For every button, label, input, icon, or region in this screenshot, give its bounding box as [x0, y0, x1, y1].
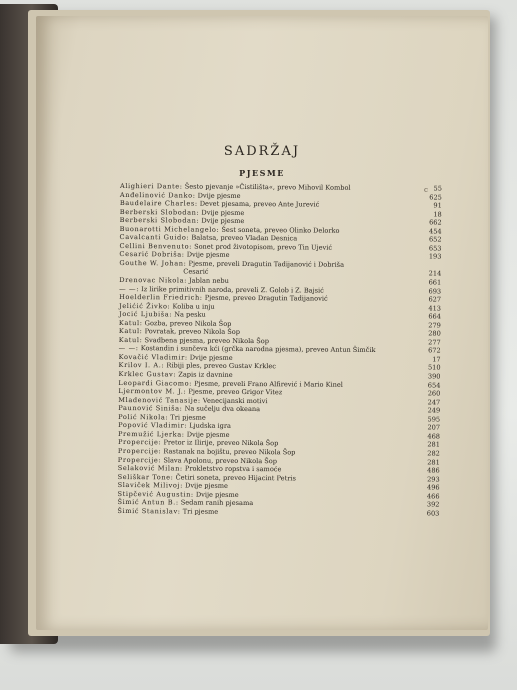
toc-author: Polić Nikola:: [118, 412, 169, 422]
toc-author: Seliškar Tone:: [117, 472, 174, 482]
toc-work: Cesarić: [183, 267, 209, 277]
toc-page-number: 510: [427, 363, 441, 373]
toc-work: Ribiji ples, preveo Gustav Krklec: [166, 361, 276, 371]
toc-work: Devet pjesama, preveo Ante Jurević: [199, 199, 320, 209]
toc-page-number: 662: [429, 218, 442, 227]
toc-author: Paunović Siniša:: [118, 404, 183, 413]
book-page: [36, 16, 488, 630]
toc-page-number: 193: [428, 252, 442, 261]
toc-author: Drenovac Nikola:: [119, 276, 187, 285]
toc-work: Na sučelju dva okeana: [184, 404, 261, 414]
toc-author: Jelićić Živko:: [118, 301, 171, 311]
toc-page-number: 653: [428, 244, 442, 253]
toc-work: Pjesme, preveo Grigor Vitez: [188, 387, 283, 397]
toc-page-number: 454: [428, 227, 442, 236]
toc-author: Krilov I. A.:: [118, 361, 165, 370]
toc-page-number: 260: [427, 389, 441, 398]
toc-page-number: 247: [427, 398, 441, 407]
toc-entry: [117, 507, 439, 518]
toc-work: Dvije pjesme: [185, 481, 228, 490]
toc-page-number: 280: [428, 329, 441, 338]
toc-page-number: 603: [426, 509, 440, 518]
toc-author: Katul:: [118, 335, 143, 345]
toc-page-number: 277: [428, 338, 441, 347]
toc-work: Pjesme, preveo Dragutin Tadijanović: [204, 293, 328, 303]
toc-author: Baudelaire Charles:: [119, 199, 198, 208]
toc-page-number: 693: [428, 286, 442, 296]
toc-author: Propercije:: [117, 446, 162, 456]
toc-author: Krklec Gustav:: [118, 370, 177, 379]
toc-author: Šimić Stanislav:: [117, 506, 181, 516]
toc-work: Četiri soneta, preveo Hijacint Petris: [175, 473, 296, 482]
toc-work: Dvije pjesme: [197, 191, 241, 200]
toc-page-number: 468: [427, 432, 441, 441]
toc-page-number: 18: [433, 210, 442, 219]
toc-work: Kostandin i sunčeva kći (grčka narodna pjesma), preveo Antun Šimčik: [140, 344, 376, 355]
toc-author: Anđelinović Danko:: [119, 190, 196, 200]
toc-author: — —:: [119, 284, 140, 293]
toc-author: Propercije:: [117, 455, 162, 464]
toc-work: Dvije pjesme: [189, 353, 233, 362]
toc-page-number: 625: [429, 192, 442, 202]
toc-work: Iz lirike primitivnih naroda, preveli Z. Golob i Z. Bajsić: [141, 284, 324, 295]
toc-work: Rastanak na bojištu, preveo Nikola Šop: [163, 447, 296, 457]
toc-author: Katul:: [118, 327, 143, 336]
toc-work: Povratak, preveo Nikola Šop: [144, 327, 241, 337]
toc-author: Šimić Antun B.:: [117, 498, 179, 507]
toc-work: Venecijanski motivi: [202, 396, 268, 405]
toc-work: Pjesme, preveli Dragutin Tadijanović i Dobriša: [188, 259, 345, 269]
toc-page-number: 652: [428, 235, 442, 244]
toc-author: Cesarić Dobriša:: [119, 250, 185, 259]
toc-work: Pjesme, preveli Frano Alfirević i Mario Kinel: [194, 379, 343, 389]
toc-work: Dvije pjesme: [195, 490, 239, 499]
toc-work: Ljudska igra: [189, 421, 231, 431]
toc-page-number: 413: [428, 304, 442, 313]
toc-author: Berberski Slobodan:: [119, 216, 200, 225]
toc-work: Na pesku: [174, 310, 206, 319]
toc-author: Cellini Benvenuto:: [119, 241, 193, 251]
toc-author: Cavalcanti Guido:: [119, 233, 190, 242]
toc-page-number: 672: [428, 346, 441, 355]
toc-work: Balatsa, preveo Vladan Desnica: [191, 233, 298, 243]
toc-work: Svadbena pjesma, preveo Nikola Šop: [144, 336, 269, 346]
toc-page-number: 91: [433, 201, 442, 210]
toc-author: Propercije:: [117, 438, 162, 447]
toc-author: Slaviček Milivoj:: [117, 481, 183, 490]
toc-work: Dvije pjesme: [186, 250, 230, 260]
toc-page-number: 17: [432, 355, 441, 364]
toc-author: Jocić Ljubiša:: [118, 310, 173, 319]
toc-work: Dvije pjesme: [201, 208, 245, 217]
table-of-contents: [117, 182, 442, 518]
toc-page-number: 595: [427, 415, 441, 424]
toc-page-number: 281: [427, 440, 440, 449]
corner-mark: c: [424, 186, 428, 194]
toc-work: Šest soneta, preveo Olinko Delorko: [221, 225, 340, 235]
toc-work: Jablan nebu: [189, 276, 229, 285]
toc-page-number: 390: [427, 372, 441, 381]
toc-author: Gouthe W. Johan:: [119, 258, 187, 268]
toc-author: Katul:: [118, 318, 143, 327]
toc-work: Tri pjesme: [170, 413, 206, 422]
toc-author: Hoelderlin Friedrich:: [119, 293, 203, 302]
toc-work: Koliba u inju: [172, 302, 215, 311]
toc-author: Leopardi Giacomo:: [118, 378, 193, 388]
toc-page-number: 664: [428, 312, 441, 321]
toc-author: Selaković Milan:: [117, 464, 183, 473]
toc-work: Gozba, preveo Nikola Šop: [144, 318, 232, 328]
toc-page-number: 496: [426, 483, 440, 492]
toc-work: Tri pjesme: [182, 507, 219, 516]
toc-work: Zapis iz davnine: [178, 370, 233, 379]
toc-author: Popović Vladimir:: [118, 421, 188, 430]
toc-page-number: 466: [426, 492, 440, 501]
toc-author: Berberski Slobodan:: [119, 207, 200, 217]
toc-work: Šesto pjevanje »Čistilišta«, prevo Mihovil Kombol: [184, 182, 351, 192]
toc-page-number: 279: [428, 321, 441, 330]
toc-page-number: 249: [427, 406, 441, 415]
toc-page-number: 654: [427, 381, 441, 390]
toc-page-number: 392: [426, 500, 440, 509]
toc-work: Pretor iz Ilirije, preveo Nikola Šop: [163, 438, 279, 448]
toc-page-number: 214: [428, 269, 442, 278]
section-heading: PJESME: [239, 168, 285, 178]
toc-page-number: 661: [428, 278, 442, 287]
toc-author: Premužić Ljerka:: [117, 429, 185, 439]
toc-page-number: 55: [433, 184, 442, 193]
toc-work: Dvije pjesme: [201, 216, 245, 226]
toc-page-number: 282: [427, 449, 440, 458]
toc-work: Dvije pjesme: [186, 430, 230, 439]
toc-page-number: 207: [427, 423, 441, 432]
toc-work: Prokletstvo ropstva i samoće: [184, 464, 282, 474]
toc-work: Sonet prod životopisom, prevo Tin Ujević: [194, 242, 333, 252]
toc-page-number: 627: [428, 295, 442, 304]
toc-work: Sedam ranih pjesama: [180, 498, 254, 508]
toc-author: Mladenović Tanasije:: [118, 395, 201, 405]
toc-author: Stipčević Augustin:: [117, 489, 194, 499]
toc-author: Kovačić Vladimir:: [118, 352, 188, 362]
toc-work: Slava Apolonu, preveo Nikola Šop: [163, 455, 278, 465]
toc-page-number: 293: [427, 475, 440, 484]
toc-page-number: 486: [427, 466, 440, 475]
toc-author: Buonarotti Michelangelo:: [119, 224, 220, 234]
page-title: SADRŽAJ: [223, 144, 301, 159]
toc-page-number: 281: [427, 457, 440, 467]
toc-author: — —:: [118, 344, 139, 353]
toc-author: Ljermontov M. J.:: [118, 387, 187, 396]
toc-author: Alighieri Dante:: [119, 182, 183, 191]
